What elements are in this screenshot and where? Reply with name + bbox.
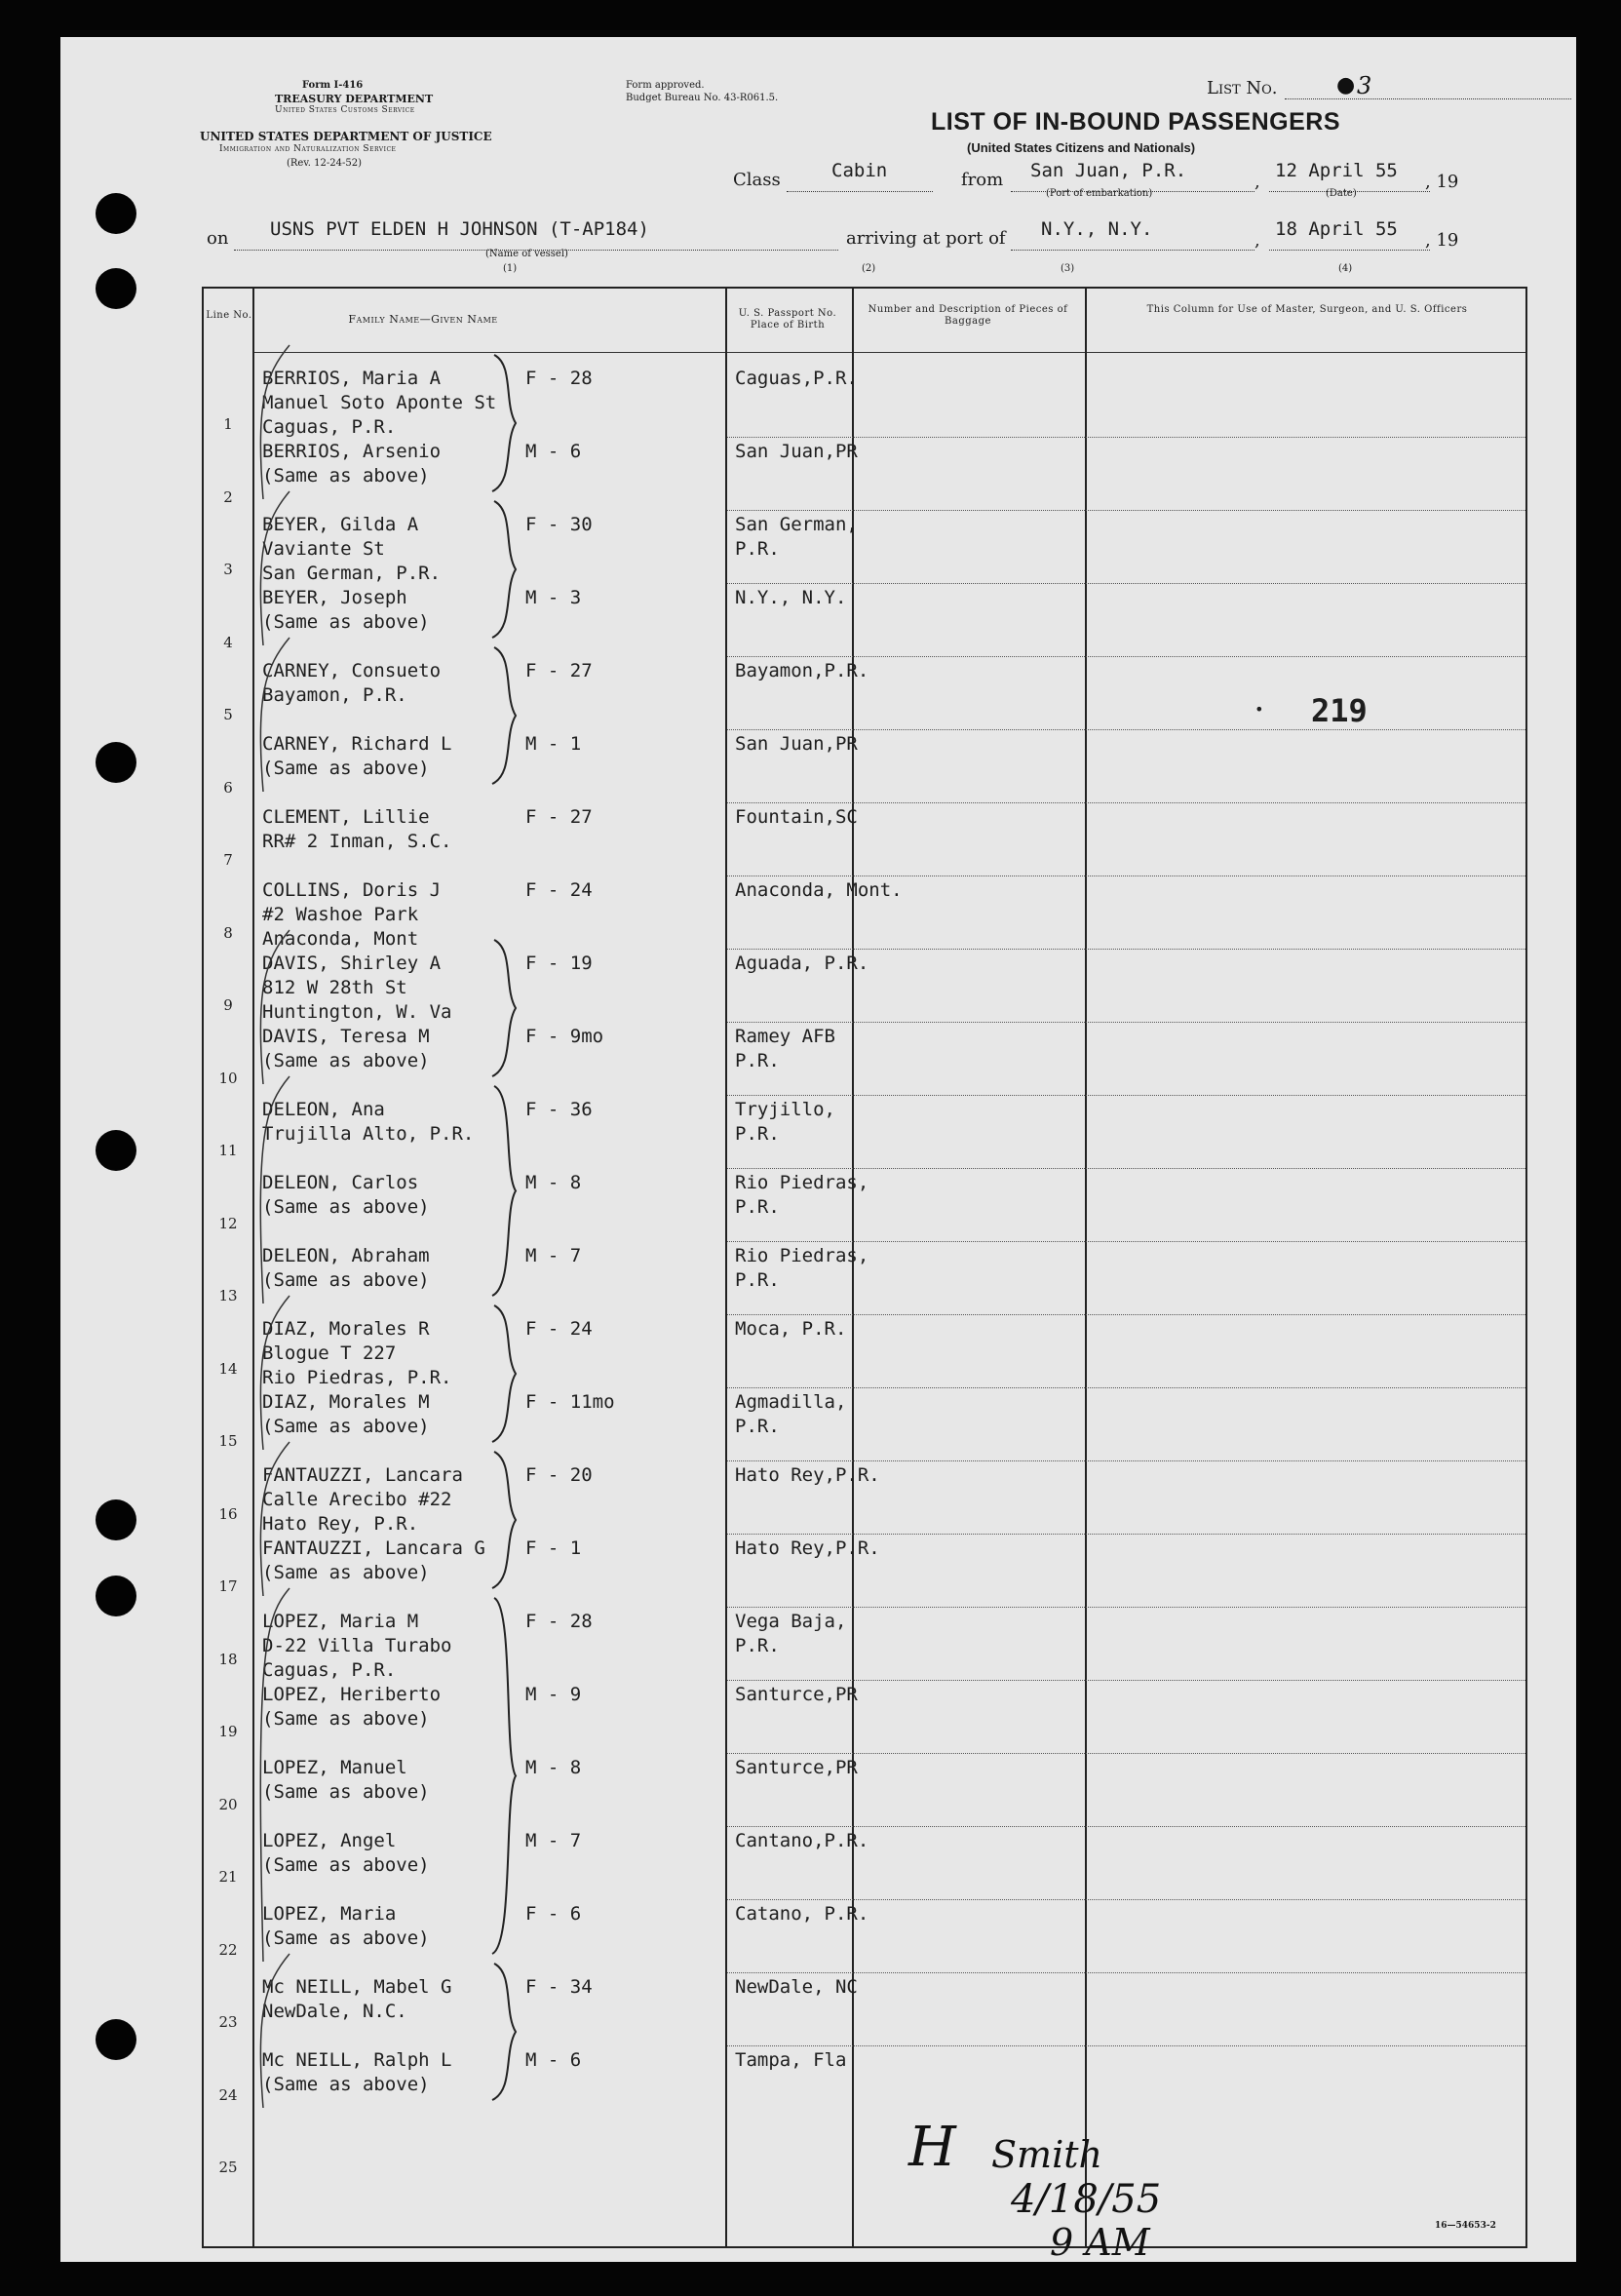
passenger-address: Huntington, W. Va (262, 1001, 452, 1023)
line-number: 18 (218, 1650, 238, 1668)
row-separator (727, 1168, 1525, 1169)
passenger-birthplace: Rio Piedras, (735, 1245, 869, 1266)
port-embark-caption: (Port of embarkation) (1046, 188, 1153, 199)
print-code: 16—54653-2 (1435, 2221, 1496, 2231)
form-approved: Form approved. (626, 80, 705, 91)
passenger-address: NewDale, N.C. (262, 2001, 407, 2022)
passenger-birthplace: NewDale, NC (735, 1976, 858, 1998)
passenger-birthplace: Santurce,PR (735, 1684, 858, 1705)
passenger-sex-age: F - 9mo (525, 1026, 604, 1047)
row-separator (727, 2045, 1525, 2046)
line-number: 19 (218, 1723, 238, 1740)
passenger-birthplace: P.R. (735, 538, 780, 560)
form-subtitle: (United States Citizens and Nationals) (967, 140, 1196, 155)
passenger-name: Mc NEILL, Ralph L (262, 2049, 452, 2071)
passenger-name: BERRIOS, Arsenio (262, 441, 442, 462)
binder-hole (96, 1499, 136, 1540)
passenger-address: (Same as above) (262, 1196, 430, 1218)
passenger-address: (Same as above) (262, 1708, 430, 1730)
line-number: 21 (218, 1868, 238, 1886)
passenger-address: Caguas, P.R. (262, 1659, 397, 1681)
passenger-sex-age: M - 6 (525, 2049, 582, 2071)
passenger-sex-age: M - 3 (525, 587, 582, 608)
passenger-sex-age: F - 11mo (525, 1391, 615, 1413)
passenger-sex-age: F - 28 (525, 1611, 593, 1632)
passenger-address: (Same as above) (262, 611, 430, 633)
passenger-sex-age: F - 6 (525, 1903, 582, 1925)
col-header-line-no: Line No. (206, 310, 252, 321)
passenger-name: FANTAUZZI, Lancara (262, 1464, 463, 1486)
customs-service: United States Customs Service (275, 105, 415, 115)
form-revision: (Rev. 12-24-52) (287, 158, 363, 169)
passenger-sex-age: F - 1 (525, 1537, 582, 1559)
list-no-value: 3 (1357, 72, 1372, 99)
class-underline (787, 191, 933, 192)
passenger-sex-age: M - 6 (525, 441, 582, 462)
stamp-number: 219 (1311, 692, 1368, 729)
passenger-address: (Same as above) (262, 1927, 430, 1949)
passenger-table (202, 287, 1527, 2248)
passenger-address: Rio Piedras, P.R. (262, 1367, 452, 1388)
passenger-address: (Same as above) (262, 1269, 430, 1291)
passenger-address: (Same as above) (262, 1416, 430, 1437)
passenger-birthplace: San German, (735, 514, 858, 535)
passenger-address: Bayamon, P.R. (262, 684, 407, 706)
arrival-date-underline (1269, 250, 1430, 251)
line-number: 3 (223, 561, 233, 578)
passenger-name: LOPEZ, Manuel (262, 1757, 407, 1778)
passenger-name: DAVIS, Teresa M (262, 1026, 430, 1047)
class-label: Class (733, 170, 781, 190)
passenger-birthplace: Rio Piedras, (735, 1172, 869, 1193)
passenger-birthplace: Hato Rey,P.R. (735, 1537, 880, 1559)
passenger-sex-age: F - 24 (525, 879, 593, 901)
line-number: 14 (218, 1359, 238, 1378)
col-divider (252, 289, 254, 2246)
passenger-address: Blogue T 227 (262, 1343, 397, 1364)
passenger-birthplace: P.R. (735, 1050, 780, 1071)
col-header-name: Family Name—Given Name (348, 313, 498, 326)
binder-hole (96, 2019, 136, 2060)
line-number: 11 (218, 1142, 238, 1159)
date-caption: (Date) (1326, 188, 1357, 199)
passenger-sex-age: F - 24 (525, 1318, 593, 1340)
signature-name: Smith (991, 2133, 1102, 2176)
passenger-birthplace: Tampa, Fla (735, 2049, 847, 2071)
passenger-address: Anaconda, Mont (262, 928, 419, 950)
signature-date: 4/18/55 (1011, 2177, 1162, 2222)
passenger-sex-age: F - 30 (525, 514, 593, 535)
passenger-sex-age: M - 7 (525, 1245, 582, 1266)
row-separator (727, 1387, 1525, 1388)
passenger-sex-age: M - 7 (525, 1830, 582, 1851)
form-title: LIST OF IN-BOUND PASSENGERS (931, 108, 1341, 136)
row-separator (727, 1826, 1525, 1827)
passenger-name: CLEMENT, Lillie (262, 806, 430, 828)
col-header-officers: This Column for Use of Master, Surgeon, and U. S. Officers (1146, 304, 1468, 315)
passenger-address: (Same as above) (262, 2074, 430, 2095)
passenger-address: Trujilla Alto, P.R. (262, 1123, 475, 1145)
arrival-date: 18 April 55 (1275, 218, 1398, 240)
line-number: 25 (218, 2159, 238, 2176)
line-number: 5 (223, 706, 233, 723)
passenger-birthplace: Catano, P.R. (735, 1903, 869, 1925)
form-number: Form I-416 (302, 80, 364, 91)
passenger-sex-age: M - 1 (525, 733, 582, 755)
passenger-birthplace: Vega Baja, (735, 1611, 847, 1632)
row-separator (727, 1753, 1525, 1754)
line-number: 1 (223, 415, 233, 433)
row-separator (727, 1241, 1525, 1242)
col-num-3: (3) (1061, 263, 1075, 274)
passenger-name: DIAZ, Morales R (262, 1318, 430, 1340)
budget-bureau: Budget Bureau No. 43-R061.5. (626, 93, 779, 103)
line-number: 24 (218, 2085, 238, 2104)
vessel-name: USNS PVT ELDEN H JOHNSON (T-AP184) (270, 218, 649, 240)
stamp-mark: • (1254, 700, 1264, 719)
passenger-birthplace: N.Y., N.Y. (735, 587, 847, 608)
passenger-sex-age: M - 8 (525, 1757, 582, 1778)
passenger-birthplace: P.R. (735, 1269, 780, 1291)
passenger-sex-age: M - 8 (525, 1172, 582, 1193)
embarkation-date: 12 April 55 (1275, 160, 1398, 181)
passenger-address: (Same as above) (262, 758, 430, 779)
passenger-birthplace: Cantano,P.R. (735, 1830, 869, 1851)
passenger-sex-age: F - 36 (525, 1099, 593, 1120)
passenger-address: (Same as above) (262, 1050, 430, 1071)
passenger-name: DELEON, Carlos (262, 1172, 419, 1193)
col-header-passport: U. S. Passport No. Place of Birth (738, 308, 837, 331)
passenger-sex-age: F - 19 (525, 953, 593, 974)
port-of-embarkation: San Juan, P.R. (1030, 160, 1187, 181)
passenger-name: FANTAUZZI, Lancara G (262, 1537, 485, 1559)
passenger-birthplace: Fountain,SC (735, 806, 858, 828)
col-header-baggage: Number and Description of Pieces of Baggage (868, 304, 1068, 327)
row-separator (727, 1460, 1525, 1461)
passenger-birthplace: P.R. (735, 1635, 780, 1656)
line-number: 13 (218, 1287, 238, 1304)
row-separator (727, 949, 1525, 950)
manifest-sheet (60, 37, 1576, 2262)
line-number: 8 (223, 923, 233, 942)
passenger-birthplace: San Juan,PR (735, 441, 858, 462)
passenger-name: BEYER, Gilda A (262, 514, 419, 535)
col-num-2: (2) (862, 263, 876, 274)
passenger-address: 812 W 28th St (262, 977, 407, 998)
list-no-label: List No. (1207, 78, 1278, 98)
passenger-sex-age: F - 34 (525, 1976, 593, 1998)
passenger-birthplace: Aguada, P.R. (735, 953, 869, 974)
passenger-birthplace: P.R. (735, 1123, 780, 1145)
line-number: 16 (218, 1504, 238, 1523)
passenger-birthplace: Anaconda, Mont. (735, 879, 903, 901)
passenger-address: (Same as above) (262, 1781, 430, 1803)
signature-initial: H (908, 2116, 956, 2179)
line-number: 22 (218, 1940, 238, 1959)
year-suffix-2: , 19 (1425, 230, 1459, 251)
comma: , (1254, 230, 1260, 251)
passenger-address: Caguas, P.R. (262, 416, 397, 438)
on-label: on (207, 228, 229, 249)
passenger-name: DELEON, Abraham (262, 1245, 430, 1266)
comma: , (1254, 172, 1260, 192)
ins-service: Immigration and Naturalization Service (219, 144, 397, 154)
passenger-address: RR# 2 Inman, S.C. (262, 831, 452, 852)
passenger-birthplace: Bayamon,P.R. (735, 660, 869, 681)
passenger-address: (Same as above) (262, 1562, 430, 1583)
year-suffix: , 19 (1425, 172, 1459, 192)
vessel-caption: (Name of vessel) (485, 249, 568, 259)
passenger-address: (Same as above) (262, 1854, 430, 1876)
row-separator (727, 1972, 1525, 1973)
passenger-name: LOPEZ, Maria (262, 1903, 397, 1925)
passenger-birthplace: Agmadilla, (735, 1391, 847, 1413)
binder-hole (96, 742, 136, 783)
passenger-name: BERRIOS, Maria A (262, 368, 442, 389)
passenger-sex-age: F - 20 (525, 1464, 593, 1486)
class-value: Cabin (831, 160, 888, 181)
arriving-label: arriving at port of (846, 228, 1006, 249)
row-separator (727, 656, 1525, 657)
passenger-address: #2 Washoe Park (262, 904, 419, 925)
passenger-sex-age: F - 27 (525, 660, 593, 681)
line-number: 23 (218, 2013, 238, 2031)
line-number: 20 (218, 1795, 238, 1813)
passenger-address: Hato Rey, P.R. (262, 1513, 419, 1535)
passenger-name: Mc NEILL, Mabel G (262, 1976, 452, 1998)
passenger-birthplace: P.R. (735, 1196, 780, 1218)
passenger-address: San German, P.R. (262, 563, 442, 584)
row-separator (727, 1607, 1525, 1608)
passenger-birthplace: Hato Rey,P.R. (735, 1464, 880, 1486)
row-separator (727, 1022, 1525, 1023)
passenger-birthplace: San Juan,PR (735, 733, 858, 755)
passenger-name: LOPEZ, Angel (262, 1830, 397, 1851)
col-num-1: (1) (503, 263, 518, 274)
line-number: 15 (218, 1432, 238, 1450)
binder-hole (96, 193, 136, 234)
passenger-name: CARNEY, Consueto (262, 660, 442, 681)
passenger-name: CARNEY, Richard L (262, 733, 452, 755)
passenger-name: BEYER, Joseph (262, 587, 407, 608)
row-separator (727, 1095, 1525, 1096)
list-no-underline (1285, 98, 1571, 99)
row-separator (727, 1534, 1525, 1535)
row-separator (727, 1899, 1525, 1900)
header-rule (254, 352, 1525, 353)
passenger-name: LOPEZ, Heriberto (262, 1684, 442, 1705)
from-label: from (961, 170, 1004, 190)
line-number: 4 (223, 633, 233, 651)
passenger-birthplace: Tryjillo, (735, 1099, 835, 1120)
passenger-birthplace: Santurce,PR (735, 1757, 858, 1778)
passenger-address: (Same as above) (262, 465, 430, 486)
passenger-address: D-22 Villa Turabo (262, 1635, 452, 1656)
col-num-4: (4) (1338, 263, 1353, 274)
signature-time: 9 AM (1050, 2221, 1150, 2262)
passenger-name: DAVIS, Shirley A (262, 953, 442, 974)
passenger-birthplace: P.R. (735, 1416, 780, 1437)
line-number: 9 (223, 996, 233, 1014)
treasury-dept: TREASURY DEPARTMENT (275, 93, 434, 105)
passenger-address: Vaviante St (262, 538, 385, 560)
row-separator (727, 510, 1525, 511)
passenger-name: COLLINS, Doris J (262, 879, 442, 901)
binder-hole (96, 1576, 136, 1616)
line-number: 17 (218, 1577, 238, 1595)
binder-hole (96, 268, 136, 309)
row-separator (727, 802, 1525, 803)
passenger-birthplace: Moca, P.R. (735, 1318, 847, 1340)
passenger-birthplace: Ramey AFB (735, 1026, 835, 1047)
row-separator (727, 583, 1525, 584)
line-number: 12 (218, 1214, 238, 1232)
passenger-birthplace: Caguas,P.R. (735, 368, 858, 389)
passenger-address: Calle Arecibo #22 (262, 1489, 452, 1510)
line-number: 7 (223, 851, 233, 869)
line-number: 10 (218, 1069, 238, 1087)
arrival-port: N.Y., N.Y. (1041, 218, 1153, 240)
row-separator (727, 729, 1525, 730)
passenger-address: Manuel Soto Aponte St (262, 392, 497, 413)
passenger-sex-age: F - 28 (525, 368, 593, 389)
passenger-sex-age: M - 9 (525, 1684, 582, 1705)
line-number: 2 (223, 487, 233, 506)
row-separator (727, 1314, 1525, 1315)
justice-dept: UNITED STATES DEPARTMENT OF JUSTICE (200, 130, 492, 143)
line-number: 6 (223, 778, 233, 797)
list-no-scribble: ● (1336, 73, 1356, 97)
passenger-name: DELEON, Ana (262, 1099, 385, 1120)
passenger-name: DIAZ, Morales M (262, 1391, 430, 1413)
binder-hole (96, 1130, 136, 1171)
passenger-sex-age: F - 27 (525, 806, 593, 828)
row-separator (727, 1680, 1525, 1681)
arrival-port-underline (1011, 250, 1254, 251)
row-separator (727, 437, 1525, 438)
passenger-name: LOPEZ, Maria M (262, 1611, 419, 1632)
